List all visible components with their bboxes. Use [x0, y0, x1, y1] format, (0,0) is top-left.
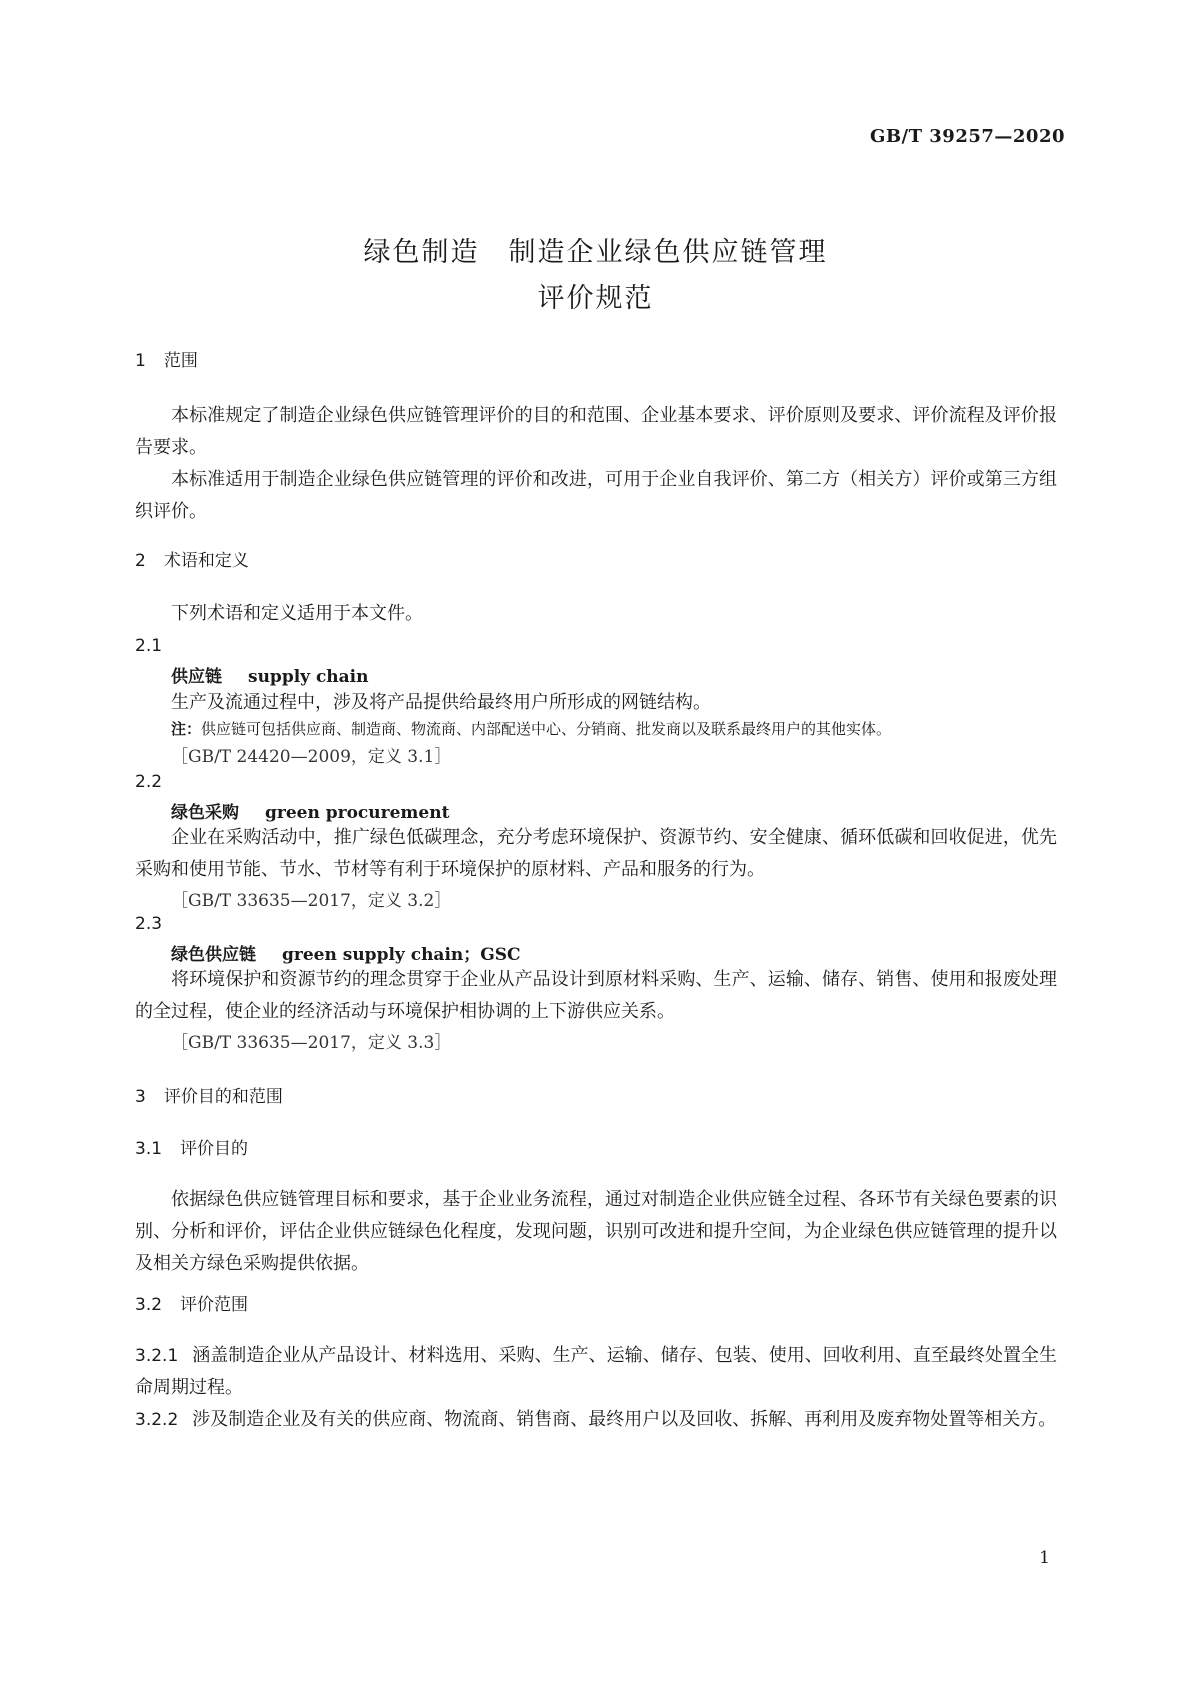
- section-1-heading: [135, 346, 198, 371]
- term-2-1-note: [171, 718, 891, 739]
- section-title: 评价目的和范围: [163, 1087, 283, 1107]
- document-title-line1: 绿色制造 制造企业绿色供应链管理: [363, 237, 828, 268]
- term-2-3-definition: 将环境保护和资源节约的理念贯穿于企业从产品设计到原材料采购、生产、运输、储存、销售、使用和报废处理的全过程，使企业的经济活动与环境保护相协调的上下游供应关系。: [135, 969, 1057, 1022]
- term-2-2-definition: 企业在采购活动中，推广绿色低碳理念，充分考虑环境保护、资源节约、安全健康、循环低碳和回收促进，优先采购和使用节能、节水、节材等有利于环境保护的原材料、产品和服务的行为。: [135, 827, 1057, 880]
- section-1-paragraph-1: 本标准规定了制造企业绿色供应链管理评价的目的和范围、企业基本要求、评价原则及要求、评价流程及评价报告要求。: [135, 405, 1057, 458]
- term-2-1-definition: 生产及流通过程中，涉及将产品提供给最终用户所形成的网链结构。: [171, 692, 711, 713]
- term-chinese: 供应链: [171, 667, 222, 687]
- section-3-1-paragraph: 依据绿色供应链管理目标和要求，基于企业业务流程，通过对制造企业供应链全过程、各环节有关绿色要素的识别、分析和评价，评估企业供应链绿色化程度，发现问题，识别可改进和提升空间，为企业绿色供应链管理的提升以及相关方绿色采购提供依据。: [135, 1189, 1057, 1274]
- clause-text: 涵盖制造企业从产品设计、材料选用、采购、生产、运输、储存、包装、使用、回收利用、直至最终处置全生命周期过程。: [135, 1345, 1057, 1398]
- term-english: green supply chain；GSC: [282, 945, 521, 965]
- term-english: green procurement: [265, 803, 450, 823]
- term-2-3-number: 2.3: [135, 914, 163, 934]
- section-title: 范围: [163, 351, 198, 371]
- section-title: 评价范围: [180, 1295, 249, 1315]
- term-2-1-number: 2.1: [135, 636, 163, 656]
- section-2-heading: [135, 546, 249, 571]
- section-3-2-heading: [135, 1290, 248, 1315]
- clause-number: 3.2.1: [135, 1346, 179, 1366]
- term-chinese: 绿色供应链: [171, 945, 256, 965]
- note-text: 供应链可包括供应商、制造商、物流商、内部配送中心、分销商、批发商以及联系最终用户的其他实体。: [201, 720, 892, 738]
- term-2-1-reference: ［GB/T 24420—2009，定义 3.1］: [171, 747, 452, 767]
- term-2-2-name: [171, 798, 449, 823]
- term-chinese: 绿色采购: [171, 803, 239, 823]
- section-3-1-heading: [135, 1134, 248, 1159]
- term-2-3-name: [171, 940, 521, 965]
- term-2-1-name: [171, 662, 369, 687]
- clause-text: 涉及制造企业及有关的供应商、物流商、销售商、最终用户以及回收、拆解、再利用及废弃物处置等相关方。: [192, 1409, 1057, 1430]
- term-2-2-reference: ［GB/T 33635—2017，定义 3.2］: [171, 891, 452, 911]
- term-2-3-reference: ［GB/T 33635—2017，定义 3.3］: [171, 1033, 452, 1053]
- note-label: 注：: [171, 720, 202, 738]
- clause-3-2-1: [135, 1340, 1057, 1404]
- section-1-paragraph-2: 本标准适用于制造企业绿色供应链管理的评价和改进，可用于企业自我评价、第二方（相关方）评价或第三方组织评价。: [135, 469, 1057, 522]
- clause-3-2-2: [135, 1404, 1057, 1436]
- document-title-line2: 评价规范: [537, 283, 654, 314]
- section-title: 评价目的: [180, 1139, 249, 1159]
- section-number: 3: [135, 1087, 146, 1107]
- page-number: 1: [1039, 1548, 1050, 1568]
- section-number: 3.1: [135, 1139, 163, 1159]
- standard-code: GB/T 39257—2020: [869, 126, 1065, 147]
- section-title: 术语和定义: [163, 551, 249, 571]
- clause-number: 3.2.2: [135, 1410, 179, 1430]
- section-number: 3.2: [135, 1295, 163, 1315]
- term-english: supply chain: [248, 667, 369, 687]
- term-2-2-number: 2.2: [135, 772, 163, 792]
- section-3-heading: [135, 1082, 283, 1107]
- section-number: 1: [135, 351, 146, 371]
- section-number: 2: [135, 551, 146, 571]
- section-2-intro: 下列术语和定义适用于本文件。: [171, 603, 423, 624]
